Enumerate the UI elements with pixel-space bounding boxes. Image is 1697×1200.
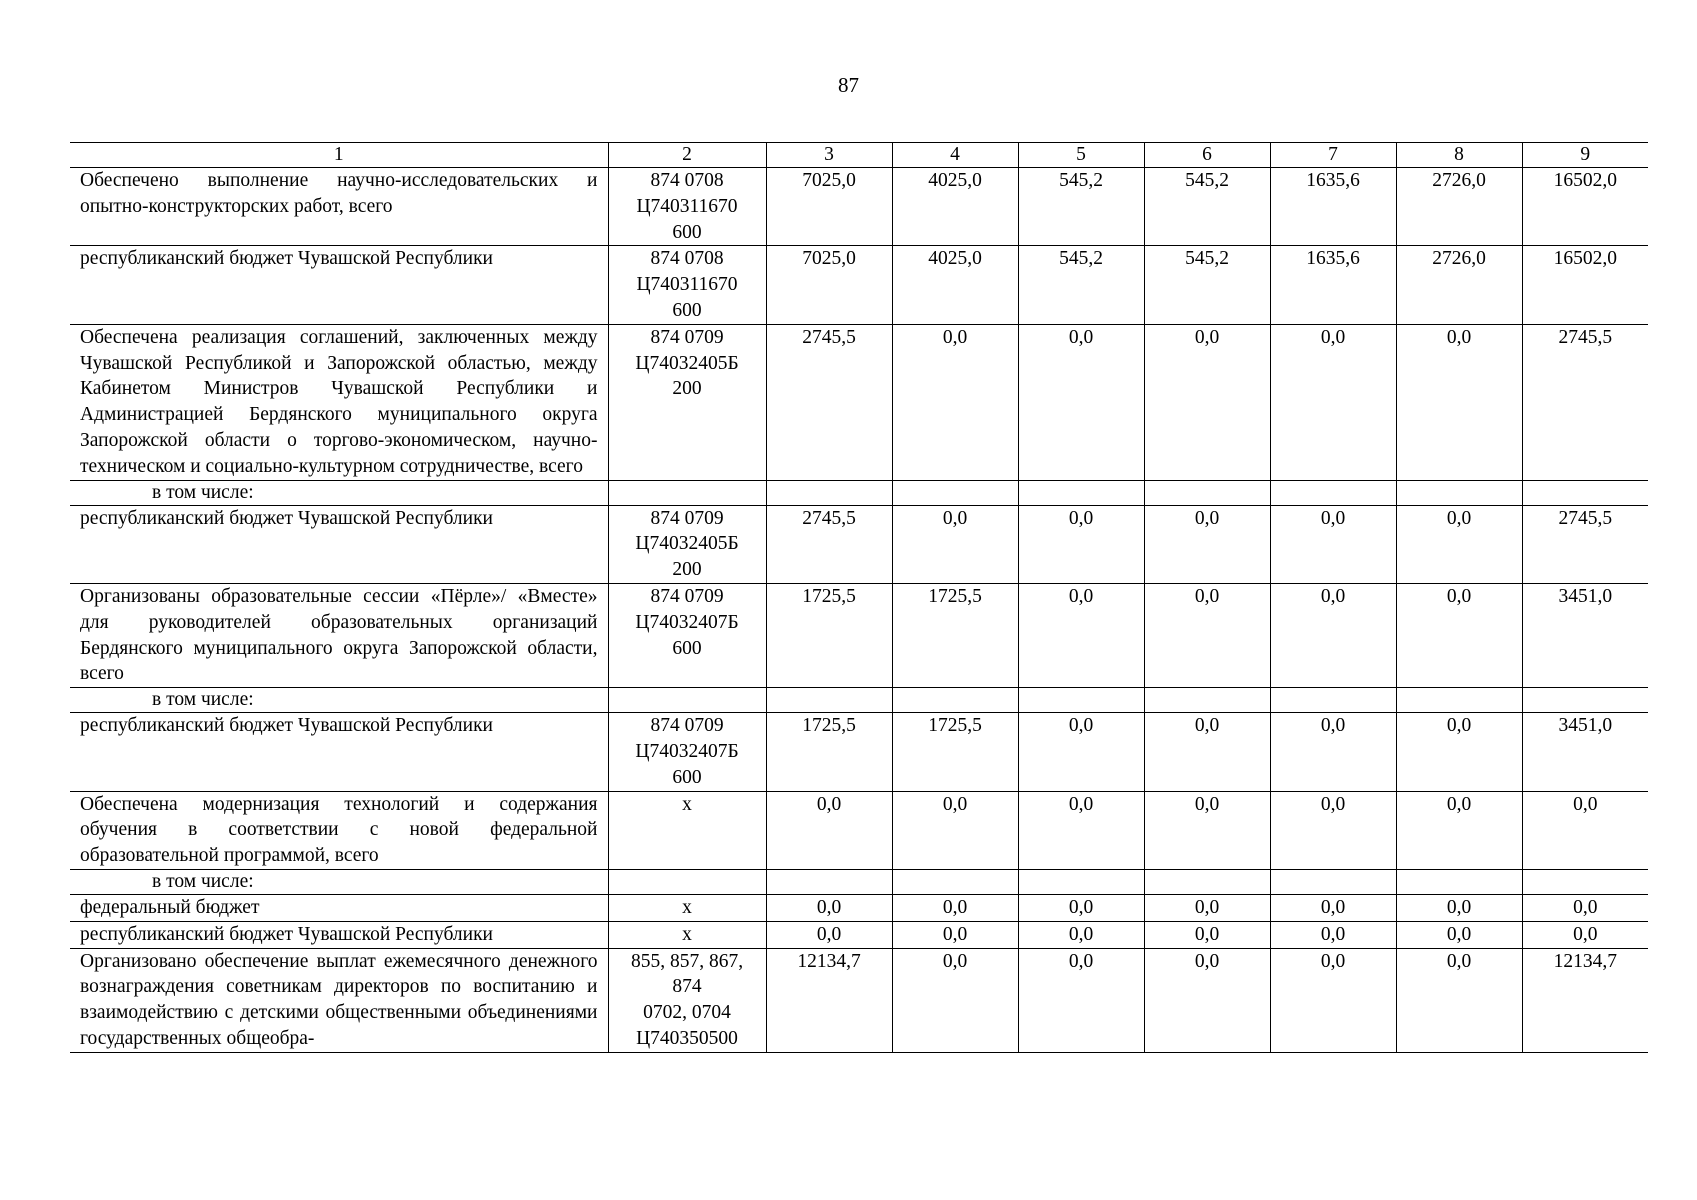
empty-cell <box>766 688 892 713</box>
empty-cell <box>1522 480 1648 505</box>
empty-cell <box>1144 688 1270 713</box>
value-cell-col5: 0,0 <box>1018 894 1144 921</box>
budget-code-line: 874 0708 <box>650 248 724 270</box>
value-cell-col6: 545,2 <box>1144 246 1270 324</box>
row-name: республиканский бюджет Чувашской Республики <box>70 246 608 324</box>
value-cell-col8: 2726,0 <box>1396 246 1522 324</box>
budget-code-line: х <box>682 896 692 918</box>
budget-code-cell <box>608 894 766 921</box>
value-cell-col7: 0,0 <box>1270 894 1396 921</box>
intro-row <box>70 869 1648 894</box>
value-cell-col8: 0,0 <box>1396 713 1522 791</box>
value-cell-col3: 7025,0 <box>766 168 892 246</box>
empty-cell <box>1270 480 1396 505</box>
value-cell-col5: 545,2 <box>1018 246 1144 324</box>
value-cell-col7: 0,0 <box>1270 948 1396 1052</box>
table-row <box>70 583 1648 687</box>
budget-code-line: 874 0709 <box>650 326 724 348</box>
value-cell-col4: 0,0 <box>892 505 1018 583</box>
empty-cell <box>1270 869 1396 894</box>
empty-cell <box>1396 688 1522 713</box>
value-cell-col9: 3451,0 <box>1522 713 1648 791</box>
budget-code-line: х <box>682 793 692 815</box>
empty-cell <box>1396 480 1522 505</box>
header-cell: 9 <box>1522 143 1648 168</box>
value-cell-col3: 12134,7 <box>766 948 892 1052</box>
value-cell-col7: 0,0 <box>1270 713 1396 791</box>
value-cell-col3: 1725,5 <box>766 713 892 791</box>
budget-code-line: 855, 857, 867, <box>630 950 744 972</box>
value-cell-col6: 0,0 <box>1144 894 1270 921</box>
value-cell-col5: 0,0 <box>1018 583 1144 687</box>
budget-code-line: 600 <box>672 637 702 659</box>
budget-code-cell <box>608 713 766 791</box>
empty-cell <box>892 869 1018 894</box>
header-cell: 5 <box>1018 143 1144 168</box>
value-cell-col5: 545,2 <box>1018 168 1144 246</box>
empty-cell <box>1270 688 1396 713</box>
budget-code-line: 874 <box>672 976 702 998</box>
header-cell: 4 <box>892 143 1018 168</box>
value-cell-col9: 0,0 <box>1522 894 1648 921</box>
budget-code-line: Ц74032405Б <box>635 533 739 555</box>
page-number: 87 <box>838 73 859 97</box>
value-cell-col9: 12134,7 <box>1522 948 1648 1052</box>
value-cell-col7: 0,0 <box>1270 505 1396 583</box>
intro-row <box>70 688 1648 713</box>
header-cell: 3 <box>766 143 892 168</box>
value-cell-col6: 0,0 <box>1144 324 1270 480</box>
empty-cell <box>608 869 766 894</box>
empty-cell <box>1144 869 1270 894</box>
empty-cell <box>892 480 1018 505</box>
value-cell-col8: 0,0 <box>1396 324 1522 480</box>
row-name: федеральный бюджет <box>70 894 608 921</box>
value-cell-col6: 545,2 <box>1144 168 1270 246</box>
value-cell-col8: 0,0 <box>1396 791 1522 869</box>
budget-code-line: 0702, 0704 <box>643 1002 731 1024</box>
intro-label: в том числе: <box>70 869 608 894</box>
value-cell-col6: 0,0 <box>1144 505 1270 583</box>
empty-cell <box>608 688 766 713</box>
value-cell-col4: 1725,5 <box>892 583 1018 687</box>
value-cell-col6: 0,0 <box>1144 921 1270 948</box>
budget-code-line: 200 <box>672 378 702 400</box>
value-cell-col3: 2745,5 <box>766 505 892 583</box>
value-cell-col8: 0,0 <box>1396 505 1522 583</box>
value-cell-col5: 0,0 <box>1018 791 1144 869</box>
value-cell-col4: 0,0 <box>892 921 1018 948</box>
budget-code-line: Ц74032407Б <box>635 611 739 633</box>
row-name: Обеспечена реализация соглашений, заключенных между Чувашской Республикой и Запорожской областью, между Кабинетом Министров Чувашской Республики и Администрацией Бердянского муниципального округа Запорожской области о торгово-экономическом, научно-техническом и социально-культурном сотрудничестве, всего <box>70 324 608 480</box>
table-row <box>70 713 1648 791</box>
value-cell-col7: 1635,6 <box>1270 246 1396 324</box>
value-cell-col7: 0,0 <box>1270 583 1396 687</box>
row-name: Обеспечено выполнение научно-исследовательских и опытно-конструкторских работ, всего <box>70 168 608 246</box>
empty-cell <box>608 480 766 505</box>
row-name: Организованы образовательные сессии «Пёрле»/ «Вместе» для руководителей образовательных организаций Бердянского муниципального округа Запорожской области, всего <box>70 583 608 687</box>
row-name: Обеспечена модернизация технологий и содержания обучения в соответствии с новой федеральной образовательной программой, всего <box>70 791 608 869</box>
header-row <box>70 143 1648 168</box>
budget-code-line: Ц740311670 <box>636 274 738 296</box>
empty-cell <box>1018 688 1144 713</box>
empty-cell <box>892 688 1018 713</box>
row-name: республиканский бюджет Чувашской Республики <box>70 505 608 583</box>
value-cell-col4: 4025,0 <box>892 168 1018 246</box>
budget-code-line: 600 <box>672 221 702 243</box>
table-row <box>70 168 1648 246</box>
empty-cell <box>1144 480 1270 505</box>
budget-code-cell <box>608 791 766 869</box>
value-cell-col3: 0,0 <box>766 921 892 948</box>
empty-cell <box>1018 480 1144 505</box>
value-cell-col6: 0,0 <box>1144 948 1270 1052</box>
budget-code-line: 874 0708 <box>650 170 724 191</box>
value-cell-col8: 0,0 <box>1396 921 1522 948</box>
value-cell-col8: 2726,0 <box>1396 168 1522 246</box>
value-cell-col4: 0,0 <box>892 791 1018 869</box>
value-cell-col4: 1725,5 <box>892 713 1018 791</box>
budget-code-line: 600 <box>672 766 702 788</box>
value-cell-col5: 0,0 <box>1018 324 1144 480</box>
value-cell-col9: 16502,0 <box>1522 168 1648 246</box>
table-row <box>70 791 1648 869</box>
value-cell-col9: 2745,5 <box>1522 505 1648 583</box>
empty-cell <box>1522 869 1648 894</box>
budget-code-line: Ц74032407Б <box>635 740 739 762</box>
value-cell-col9: 0,0 <box>1522 791 1648 869</box>
value-cell-col4: 0,0 <box>892 948 1018 1052</box>
empty-cell <box>1522 688 1648 713</box>
budget-code-line: 600 <box>672 299 702 321</box>
budget-code-cell <box>608 324 766 480</box>
value-cell-col9: 0,0 <box>1522 921 1648 948</box>
budget-code-cell <box>608 583 766 687</box>
value-cell-col5: 0,0 <box>1018 921 1144 948</box>
value-cell-col5: 0,0 <box>1018 505 1144 583</box>
empty-cell <box>766 869 892 894</box>
budget-code-line: х <box>682 923 692 945</box>
budget-code-cell <box>608 246 766 324</box>
table-row <box>70 948 1648 1052</box>
header-cell: 1 <box>70 143 608 168</box>
value-cell-col4: 0,0 <box>892 894 1018 921</box>
table-row <box>70 505 1648 583</box>
budget-table <box>70 142 1648 1053</box>
row-name: Организовано обеспечение выплат ежемесячного денежного вознаграждения советникам директоров по воспитанию и взаимодействию с детскими общественными объединениями государственных общеобра- <box>70 948 608 1052</box>
value-cell-col3: 7025,0 <box>766 246 892 324</box>
value-cell-col7: 1635,6 <box>1270 168 1396 246</box>
value-cell-col7: 0,0 <box>1270 921 1396 948</box>
value-cell-col6: 0,0 <box>1144 791 1270 869</box>
value-cell-col3: 0,0 <box>766 791 892 869</box>
value-cell-col9: 16502,0 <box>1522 246 1648 324</box>
budget-code-cell <box>608 505 766 583</box>
header-cell: 8 <box>1396 143 1522 168</box>
value-cell-col4: 4025,0 <box>892 246 1018 324</box>
table-row <box>70 921 1648 948</box>
value-cell-col3: 2745,5 <box>766 324 892 480</box>
value-cell-col8: 0,0 <box>1396 583 1522 687</box>
header-cell: 6 <box>1144 143 1270 168</box>
intro-label: в том числе: <box>70 688 608 713</box>
budget-code-line: Ц740350500 <box>636 1027 738 1049</box>
table-row <box>70 894 1648 921</box>
value-cell-col7: 0,0 <box>1270 324 1396 480</box>
value-cell-col9: 3451,0 <box>1522 583 1648 687</box>
intro-row <box>70 480 1648 505</box>
empty-cell <box>1396 869 1522 894</box>
header-cell: 2 <box>608 143 766 168</box>
table-row <box>70 324 1648 480</box>
budget-code-cell <box>608 168 766 246</box>
value-cell-col9: 2745,5 <box>1522 324 1648 480</box>
value-cell-col8: 0,0 <box>1396 948 1522 1052</box>
table-row <box>70 246 1648 324</box>
budget-code-line: 874 0709 <box>650 507 724 529</box>
row-name: республиканский бюджет Чувашской Республики <box>70 921 608 948</box>
value-cell-col7: 0,0 <box>1270 791 1396 869</box>
budget-code-cell <box>608 921 766 948</box>
value-cell-col6: 0,0 <box>1144 583 1270 687</box>
header-cell: 7 <box>1270 143 1396 168</box>
empty-cell <box>766 480 892 505</box>
value-cell-col4: 0,0 <box>892 324 1018 480</box>
budget-code-cell <box>608 948 766 1052</box>
value-cell-col3: 0,0 <box>766 894 892 921</box>
budget-code-line: 874 0709 <box>650 585 724 607</box>
empty-cell <box>1018 869 1144 894</box>
budget-code-line: 200 <box>672 559 702 581</box>
intro-label: в том числе: <box>70 480 608 505</box>
budget-code-line: Ц740311670 <box>636 195 738 217</box>
budget-code-line: Ц74032405Б <box>635 352 739 374</box>
value-cell-col3: 1725,5 <box>766 583 892 687</box>
value-cell-col6: 0,0 <box>1144 713 1270 791</box>
value-cell-col5: 0,0 <box>1018 713 1144 791</box>
row-name: республиканский бюджет Чувашской Республики <box>70 713 608 791</box>
value-cell-col8: 0,0 <box>1396 894 1522 921</box>
value-cell-col5: 0,0 <box>1018 948 1144 1052</box>
budget-code-line: 874 0709 <box>650 715 724 737</box>
